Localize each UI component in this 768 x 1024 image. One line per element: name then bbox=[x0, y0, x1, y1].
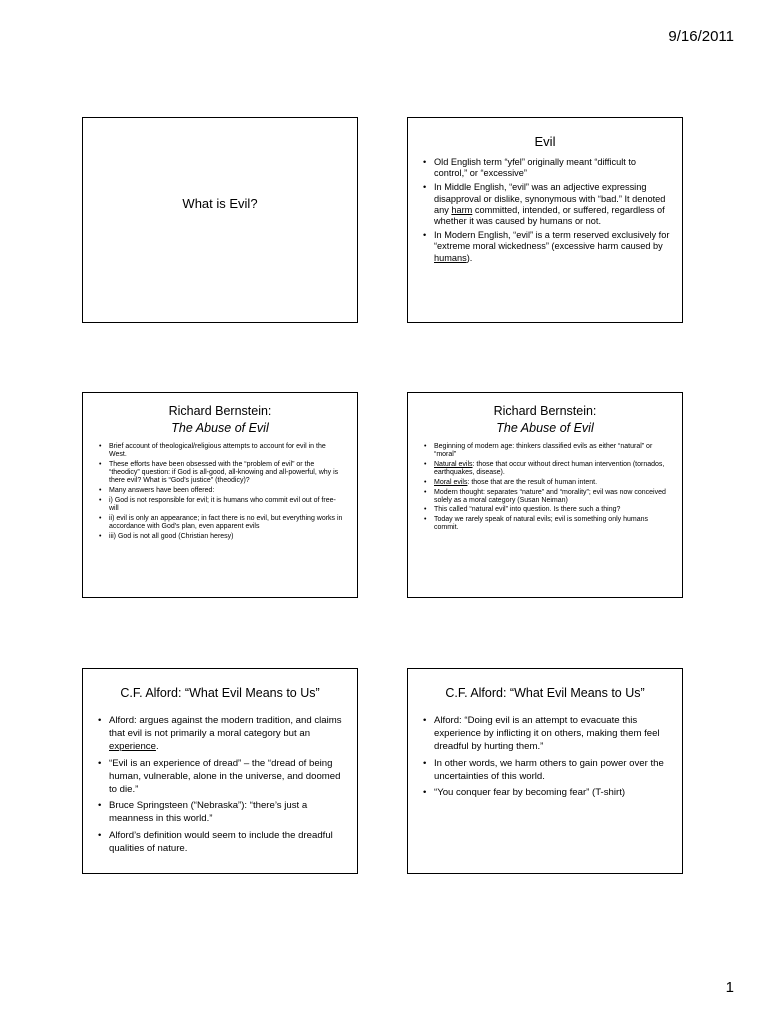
list-item: • In Modern English, “evil” is a term reserved exclusively for “extreme moral wickedness” (excessive harm caused by humans). bbox=[434, 230, 670, 264]
slide-3 bbox=[82, 392, 358, 598]
page-number: 1 bbox=[725, 979, 734, 996]
list-item: • Alford: “Doing evil is an attempt to evacuate this experience by inflicting it on others, making them feel dreadful by hurting them.” bbox=[434, 714, 670, 754]
slide-title: Richard Bernstein: The Abuse of Evil bbox=[420, 403, 670, 437]
list-item: • Old English term “yfel” originally meant “difficult to control,” or “excessive” bbox=[434, 157, 670, 179]
list-item: • Beginning of modern age: thinkers classified evils as either “natural” or “moral” bbox=[434, 443, 670, 459]
date-header: 9/16/2011 bbox=[668, 28, 734, 45]
list-item: • Today we rarely speak of natural evils; evil is something only humans commit. bbox=[434, 516, 670, 532]
list-item: • This called “natural evil” into question. Is there such a thing? bbox=[434, 506, 670, 514]
slide-subtitle: The Abuse of Evil bbox=[496, 421, 594, 435]
list-item: • iii) God is not all good (Christian heresy) bbox=[109, 533, 345, 541]
slide-title: Richard Bernstein: The Abuse of Evil bbox=[95, 403, 345, 437]
bullet-list bbox=[95, 714, 345, 855]
list-item: • Brief account of theological/religious attempts to account for evil in the West. bbox=[109, 443, 345, 459]
slide-5 bbox=[82, 668, 358, 874]
list-item: • Modern thought: separates “nature” and “morality”; evil was now conceived solely as a moral category (Susan Neiman) bbox=[434, 489, 670, 505]
list-item: • In Middle English, “evil” was an adjective expressing disapproval or dislike, synonymous with “bad.” It denoted any harm committed, intended, or suffered, regardless of whether it was caused by humans or not. bbox=[434, 182, 670, 227]
list-item: • “Evil is an experience of dread” – the “dread of being human, vulnerable, alone in the universe, and doomed to die.” bbox=[109, 757, 345, 797]
bullet-list bbox=[420, 443, 670, 533]
list-item: • Bruce Springsteen (“Nebraska”): “there’s just a meanness in this world.” bbox=[109, 799, 345, 825]
slide-2 bbox=[407, 117, 683, 323]
list-item: • i) God is not responsible for evil; it is humans who commit evil out of free-will bbox=[109, 497, 345, 513]
slide-1 bbox=[82, 117, 358, 323]
slide-title: Evil bbox=[534, 134, 556, 149]
list-item: • Moral evils: those that are the result of human intent. bbox=[434, 479, 670, 487]
bullet-list bbox=[420, 714, 670, 799]
list-item: • ii) evil is only an appearance; in fact there is no evil, but everything works in accordance with God’s plan, even apparent evils bbox=[109, 515, 345, 531]
list-item: • In other words, we harm others to gain power over the uncertainties of this world. bbox=[434, 757, 670, 783]
slide-4 bbox=[407, 392, 683, 598]
slide-subtitle: The Abuse of Evil bbox=[171, 421, 269, 435]
list-item: • Natural evils: those that occur without direct human intervention (tornados, earthquakes, disease). bbox=[434, 461, 670, 477]
list-item: • These efforts have been obsessed with the “problem of evil” or the “theodicy” question: if God is all-good, all-knowing and all-powerful, why is there evil? What is “God’s justice” (theodicy)? bbox=[109, 461, 345, 486]
slide-title: C.F. Alford: “What Evil Means to Us” bbox=[445, 686, 645, 700]
bullet-list bbox=[420, 157, 670, 264]
list-item: • Alford: argues against the modern tradition, and claims that evil is not primarily a moral category but an experience. bbox=[109, 714, 345, 754]
slide-6 bbox=[407, 668, 683, 874]
bullet-list bbox=[95, 443, 345, 541]
slide-title: C.F. Alford: “What Evil Means to Us” bbox=[120, 686, 320, 700]
list-item: • “You conquer fear by becoming fear” (T-shirt) bbox=[434, 786, 670, 799]
slide-title: What is Evil? bbox=[182, 196, 258, 211]
list-item: • Many answers have been offered: bbox=[109, 487, 345, 495]
list-item: • Alford’s definition would seem to include the dreadful qualities of nature. bbox=[109, 829, 345, 855]
